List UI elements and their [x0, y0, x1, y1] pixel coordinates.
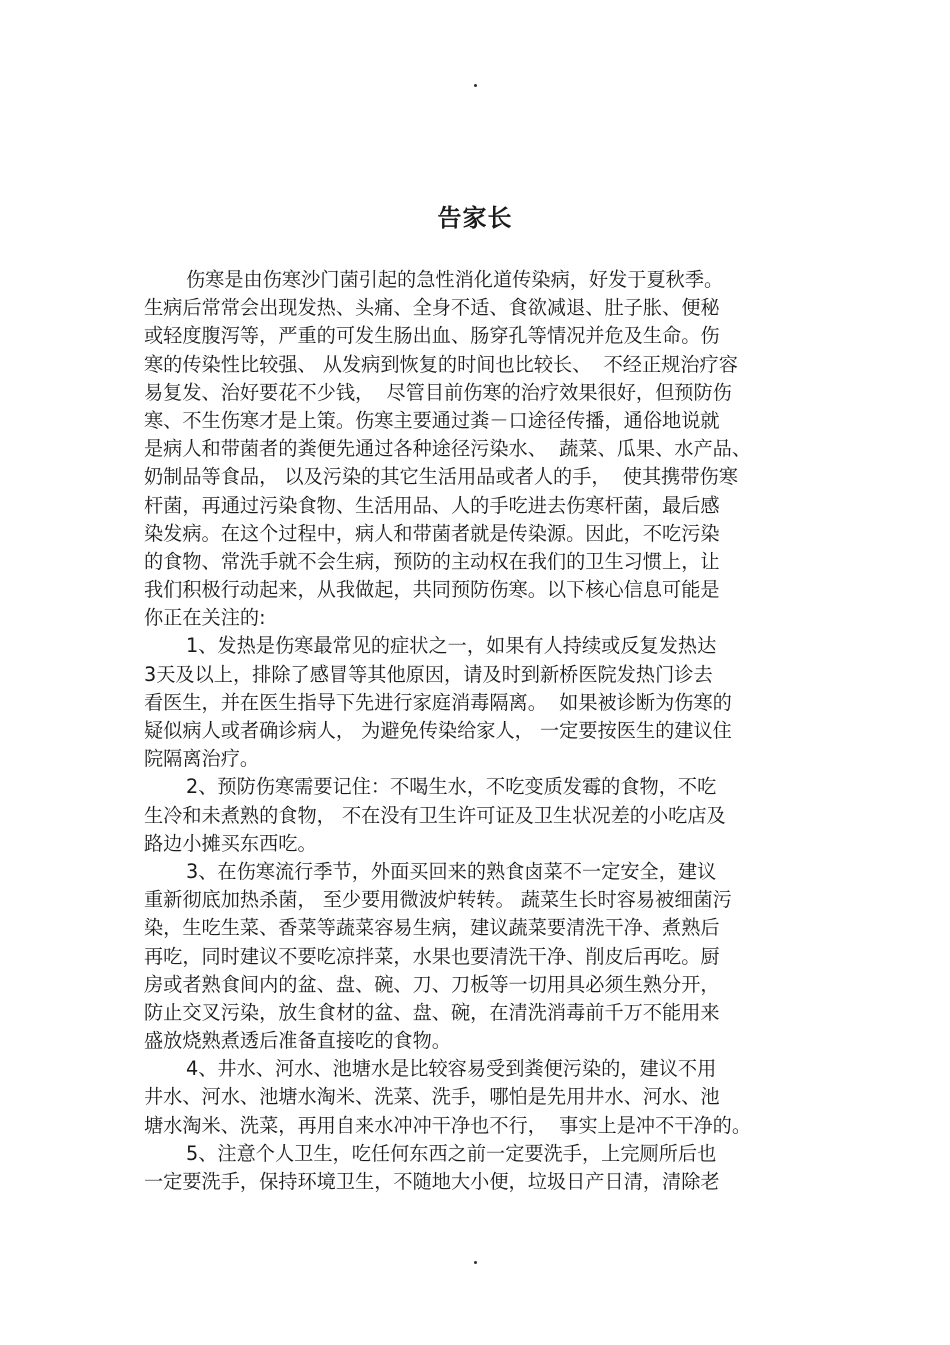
- text-line: 路边小摊买东西吃。: [144, 831, 317, 855]
- text-line: 盛放烧熟煮透后准备直接吃的食物。: [144, 1029, 451, 1053]
- page-bottom-dot: [474, 1261, 477, 1264]
- text-line: 的食物、常洗手就不会生病，预防的主动权在我们的卫生习惯上，让: [144, 549, 720, 573]
- text-line: 或轻度腹泻等，严重的可发生肠出血、肠穿孔等情况并危及生命。伤: [144, 324, 720, 348]
- text-line: 易复发、治好要花不少钱， 尽管目前伤寒的治疗效果很好，但预防伤: [144, 380, 732, 404]
- text-line: 疑似病人或者确诊病人， 为避免传染给家人， 一定要按医生的建议住: [144, 719, 732, 742]
- text-line: 1、发热是伤寒最常见的症状之一，如果有人持续或反复发热达: [186, 634, 717, 658]
- text-line: 看医生，并在医生指导下先进行家庭消毒隔离。 如果被诊断为伤寒的: [144, 690, 732, 714]
- text-line: 再吃，同时建议不要吃凉拌菜，水果也要清洗干净、削皮后再吃。厨: [144, 944, 720, 968]
- text-line: 奶制品等食品， 以及污染的其它生活用品或者人的手， 使其携带伤寒: [144, 465, 738, 489]
- page-top-dot: [474, 84, 477, 87]
- text-line: 我们积极行动起来，从我做起，共同预防伤寒。以下核心信息可能是: [144, 578, 720, 602]
- text-line: 杆菌，再通过污染食物、生活用品、人的手吃进去伤寒杆菌，最后感: [144, 493, 720, 517]
- text-line: 房或者熟食间内的盆、盘、碗、刀、刀板等一切用具必须生熟分开，: [144, 972, 720, 996]
- text-line: 防止交叉污染，放生食材的盆、盘、碗，在清洗消毒前千万不能用来: [144, 1000, 720, 1024]
- text-line: 4、井水、河水、池塘水是比较容易受到粪便污染的，建议不用: [186, 1057, 717, 1081]
- text-line: 5、注意个人卫生，吃任何东西之前一定要洗手，上完厕所后也: [186, 1141, 717, 1165]
- document-title: 告家长: [437, 204, 513, 232]
- text-line: 染，生吃生菜、香菜等蔬菜容易生病，建议蔬菜要清洗干净、煮熟后: [144, 916, 720, 940]
- text-line: 3天及以上，排除了感冒等其他原因，请及时到新桥医院发热门诊去: [144, 662, 713, 686]
- text-line: 一定要洗手，保持环境卫生，不随地大小便，垃圾日产日清，清除老: [144, 1170, 720, 1193]
- text-line: 塘水淘米、洗菜，再用自来水冲冲干净也不行， 事实上是冲不干净的。: [144, 1113, 752, 1137]
- text-line: 2、预防伤寒需要记住：不喝生水，不吃变质发霉的食物，不吃: [186, 775, 717, 799]
- text-line: 寒的传染性比较强、 从发病到恢复的时间也比较长、 不经正规治疗容: [144, 352, 738, 376]
- text-line: 院隔离治疗。: [144, 747, 260, 771]
- text-line: 伤寒是由伤寒沙门菌引起的急性消化道传染病，好发于夏秋季。: [186, 268, 724, 291]
- text-line: 井水、河水、池塘水淘米、洗菜、洗手，哪怕是先用井水、河水、池: [144, 1085, 720, 1109]
- text-line: 你正在关注的:: [144, 606, 266, 630]
- text-line: 3、在伤寒流行季节，外面买回来的熟食卤菜不一定安全，建议: [186, 859, 717, 883]
- document-body: [144, 266, 814, 1196]
- text-line: 寒、不生伤寒才是上策。伤寒主要通过粪－口途径传播，通俗地说就: [144, 408, 720, 432]
- text-line: 生病后常常会出现发热、头痛、全身不适、食欲减退、肚子胀、便秘: [144, 296, 720, 320]
- text-line: 染发病。在这个过程中，病人和带菌者就是传染源。因此，不吃污染: [144, 521, 720, 545]
- text-line: 是病人和带菌者的粪便先通过各种途径污染水、 蔬菜、瓜果、水产品、: [144, 437, 752, 461]
- text-line: 重新彻底加热杀菌， 至少要用微波炉转转。 蔬菜生长时容易被细菌污: [144, 888, 732, 912]
- text-line: 生冷和未煮熟的食物， 不在没有卫生许可证及卫生状况差的小吃店及: [144, 803, 726, 827]
